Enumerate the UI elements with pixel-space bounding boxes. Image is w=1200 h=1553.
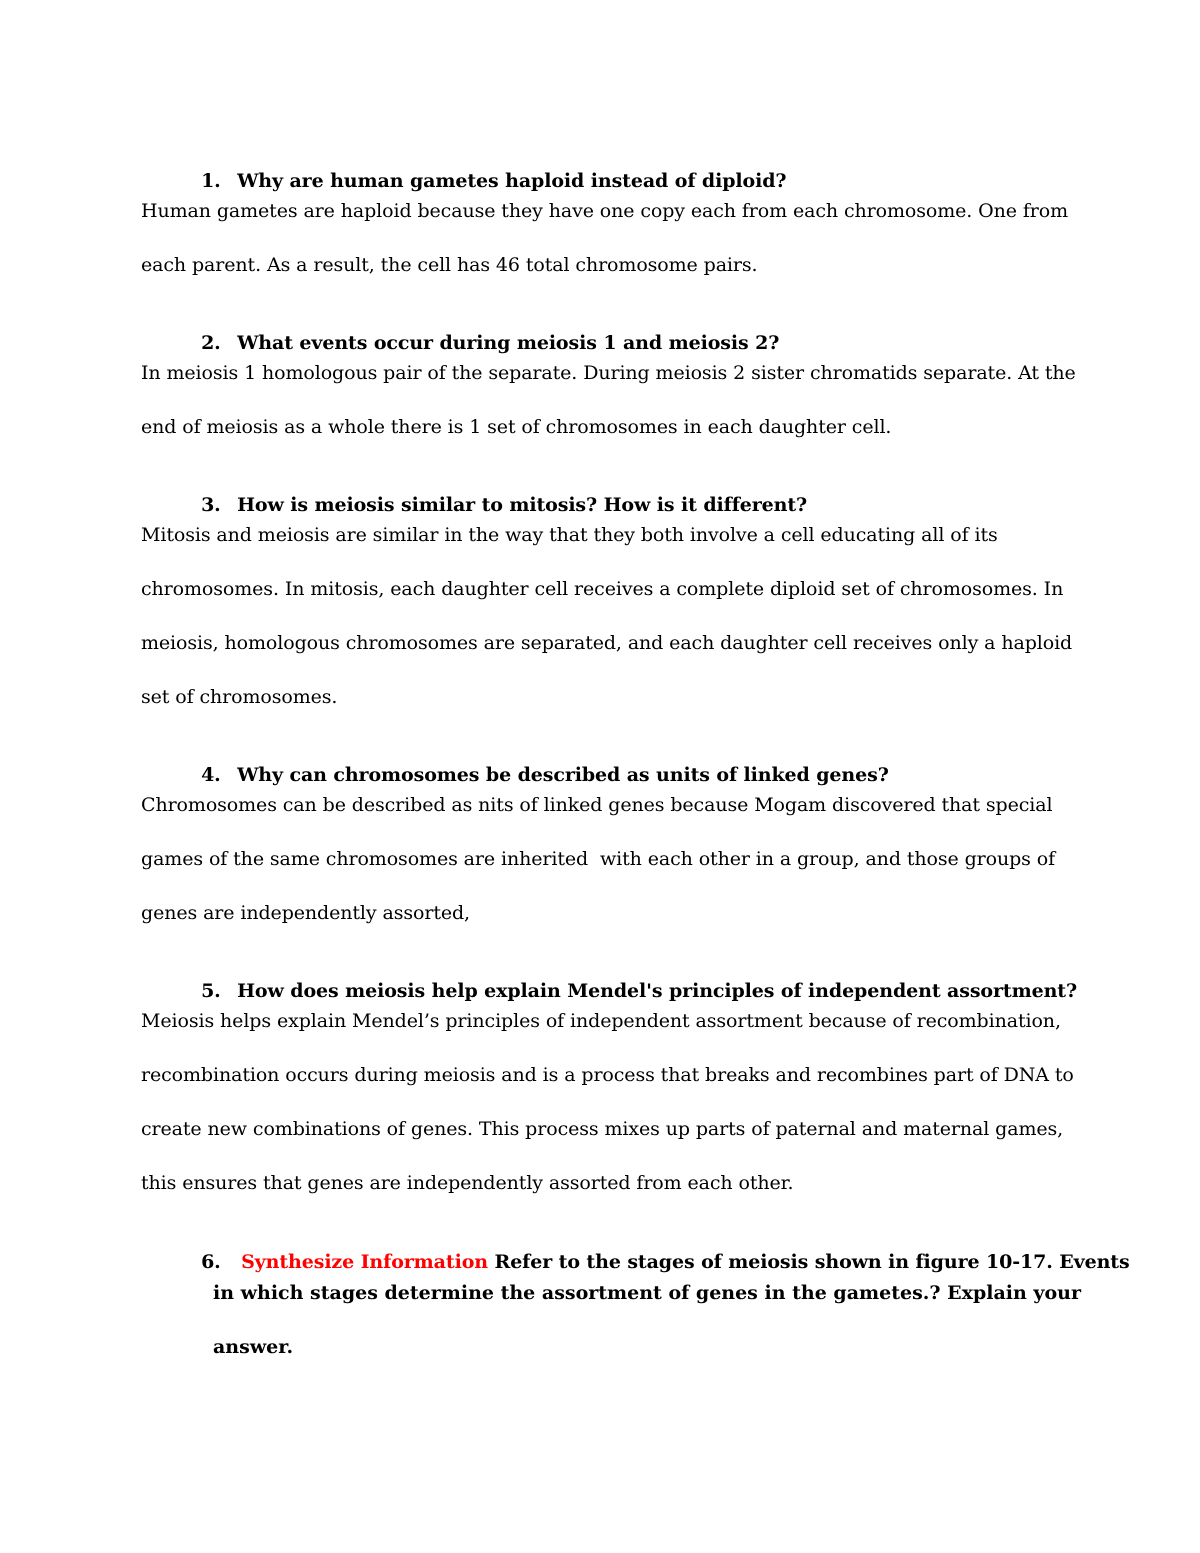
question-6-line-1: Refer to the stages of meiosis shown in figure 10-17. Events <box>487 1251 1130 1273</box>
question-number: 1. <box>201 170 221 192</box>
answer-line: recombination occurs during meiosis and is a process that breaks and recombines part of DNA to <box>141 1064 1074 1086</box>
question-text <box>237 1250 1130 1274</box>
answer-line: meiosis, homologous chromosomes are separated, and each daughter cell receives only a haploid <box>141 632 1073 654</box>
answer-line: this ensures that genes are independently assorted from each other. <box>141 1172 794 1194</box>
answer-line: games of the same chromosomes are inherited with each other in a group, and those groups of <box>141 848 1056 870</box>
question-6-line-3: answer. <box>213 1336 294 1358</box>
question-text: Why can chromosomes be described as units of linked genes? <box>237 764 889 786</box>
answer-line: each parent. As a result, the cell has 46 total chromosome pairs. <box>141 254 758 276</box>
question-number: 4. <box>201 764 221 786</box>
question-number: 6. <box>201 1251 221 1273</box>
answer-line: create new combinations of genes. This process mixes up parts of paternal and maternal games, <box>141 1118 1064 1140</box>
synthesize-information-label: Synthesize Information <box>241 1251 488 1273</box>
answer-line: end of meiosis as a whole there is 1 set of chromosomes in each daughter cell. <box>141 416 892 438</box>
question-text: How is meiosis similar to mitosis? How is it different? <box>237 494 808 516</box>
question-text: What events occur during meiosis 1 and meiosis 2? <box>237 332 780 354</box>
answer-line: set of chromosomes. <box>141 686 338 708</box>
answer-line: Chromosomes can be described as nits of linked genes because Mogam discovered that special <box>141 794 1053 816</box>
answer-line: In meiosis 1 homologous pair of the separate. During meiosis 2 sister chromatids separate. At the <box>141 362 1076 384</box>
question-text: Why are human gametes haploid instead of diploid? <box>237 170 787 192</box>
question-number: 3. <box>201 494 221 516</box>
question-number: 5. <box>201 980 221 1002</box>
answer-line: Mitosis and meiosis are similar in the way that they both involve a cell educating all of its <box>141 524 998 546</box>
question-text: How does meiosis help explain Mendel's principles of independent assortment? <box>237 980 1078 1002</box>
answer-line: chromosomes. In mitosis, each daughter cell receives a complete diploid set of chromosomes. In <box>141 578 1064 600</box>
answer-line: Human gametes are haploid because they have one copy each from each chromosome. One from <box>141 200 1068 222</box>
answer-line: genes are independently assorted, <box>141 902 470 924</box>
question-6-line-2: in which stages determine the assortment of genes in the gametes.? Explain your <box>213 1282 1081 1304</box>
question-number: 2. <box>201 332 221 354</box>
answer-line: Meiosis helps explain Mendel’s principles of independent assortment because of recombination, <box>141 1010 1061 1032</box>
